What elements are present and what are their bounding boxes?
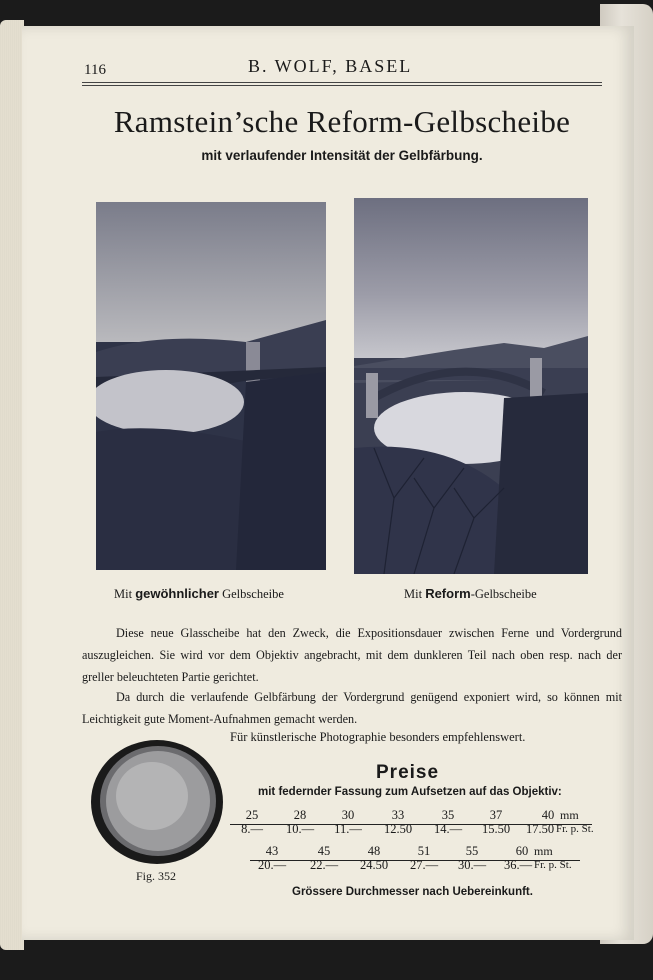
page-title: Ramstein’sche Reform-Gelbscheibe — [113, 104, 571, 139]
catalog-page — [22, 26, 634, 940]
filter-illustration — [88, 738, 226, 868]
size-cell: 48 — [367, 844, 381, 858]
photo-reform-filter — [354, 198, 588, 574]
description-paragraph-2: Da durch die verlaufende Gelbfärbung der Vordergrund genügend exponiert wird, so können mit Leichtigkeit gute Moment-Aufnahmen gemacht werden. — [82, 690, 622, 726]
price-cell: 10.— — [285, 822, 315, 836]
page-number: 116 — [84, 62, 106, 78]
size-cell: 55 — [465, 844, 479, 858]
price-cell: 11.— — [334, 822, 362, 836]
page-subtitle: mit verlaufender Intensität der Gelbfärbung. — [201, 148, 483, 163]
bridge-scene-balanced — [354, 198, 588, 574]
prices-heading: Preise — [376, 762, 440, 783]
description-paragraph-1: Diese neue Glasscheibe hat den Zweck, die Expositionsdauer zwischen Ferne und Vordergrund auszugleichen. Sie wird vor dem Objektiv angebracht, mit dem dunkleren Teil nach oben resp. nach der greller beleuchteten Partie gerichtet. — [82, 626, 622, 684]
size-cell: 40 — [541, 808, 555, 822]
size-cell: 43 — [265, 844, 279, 858]
size-cell: 60 — [515, 844, 529, 858]
price-cell: 36.— — [503, 858, 533, 872]
header-rule-double — [82, 85, 602, 86]
price-cell: 15.50 — [481, 822, 511, 836]
price-cell: 12.50 — [383, 822, 413, 836]
price-cell: 14.— — [433, 822, 463, 836]
caption-reform: Mit Reform-Gelbscheibe — [404, 586, 537, 601]
price-cell: 22.— — [309, 858, 339, 872]
book-page-edges — [0, 20, 24, 950]
currency-label: Fr. p. St. — [556, 823, 594, 835]
price-cell: 20.— — [257, 858, 287, 872]
prices-subheading: mit federnder Fassung zum Aufsetzen auf das Objektiv: — [258, 786, 562, 798]
recommendation-line: Für künstlerische Photographie besonders empfehlenswert. — [230, 730, 526, 744]
publisher-header: B. WOLF, BASEL — [248, 56, 413, 76]
bridge-scene-dark — [96, 202, 326, 570]
larger-diameter-note: Grössere Durchmesser nach Uebereinkunft. — [292, 886, 533, 898]
size-cell: 45 — [317, 844, 331, 858]
unit-label: mm — [560, 808, 579, 822]
caption-ordinary: Mit gewöhnlicher Gelbscheibe — [114, 586, 284, 601]
size-cell: 30 — [341, 808, 355, 822]
price-cell: 24.50 — [359, 858, 389, 872]
price-row-2 — [250, 844, 610, 874]
photo-ordinary-filter — [96, 202, 326, 570]
size-cell: 25 — [245, 808, 259, 822]
price-cell: 17.50 — [525, 822, 555, 836]
price-cell: 30.— — [457, 858, 487, 872]
header-rule — [82, 82, 602, 83]
price-cell: 8.— — [241, 822, 263, 836]
size-cell: 35 — [441, 808, 455, 822]
size-cell: 28 — [293, 808, 307, 822]
size-cell: 51 — [417, 844, 431, 858]
price-row-1 — [230, 808, 600, 838]
size-cell: 33 — [391, 808, 405, 822]
size-cell: 37 — [489, 808, 503, 822]
figure-label: Fig. 352 — [136, 869, 177, 883]
unit-label: mm — [534, 844, 553, 858]
price-cell: 27.— — [409, 858, 439, 872]
currency-label: Fr. p. St. — [534, 859, 572, 871]
